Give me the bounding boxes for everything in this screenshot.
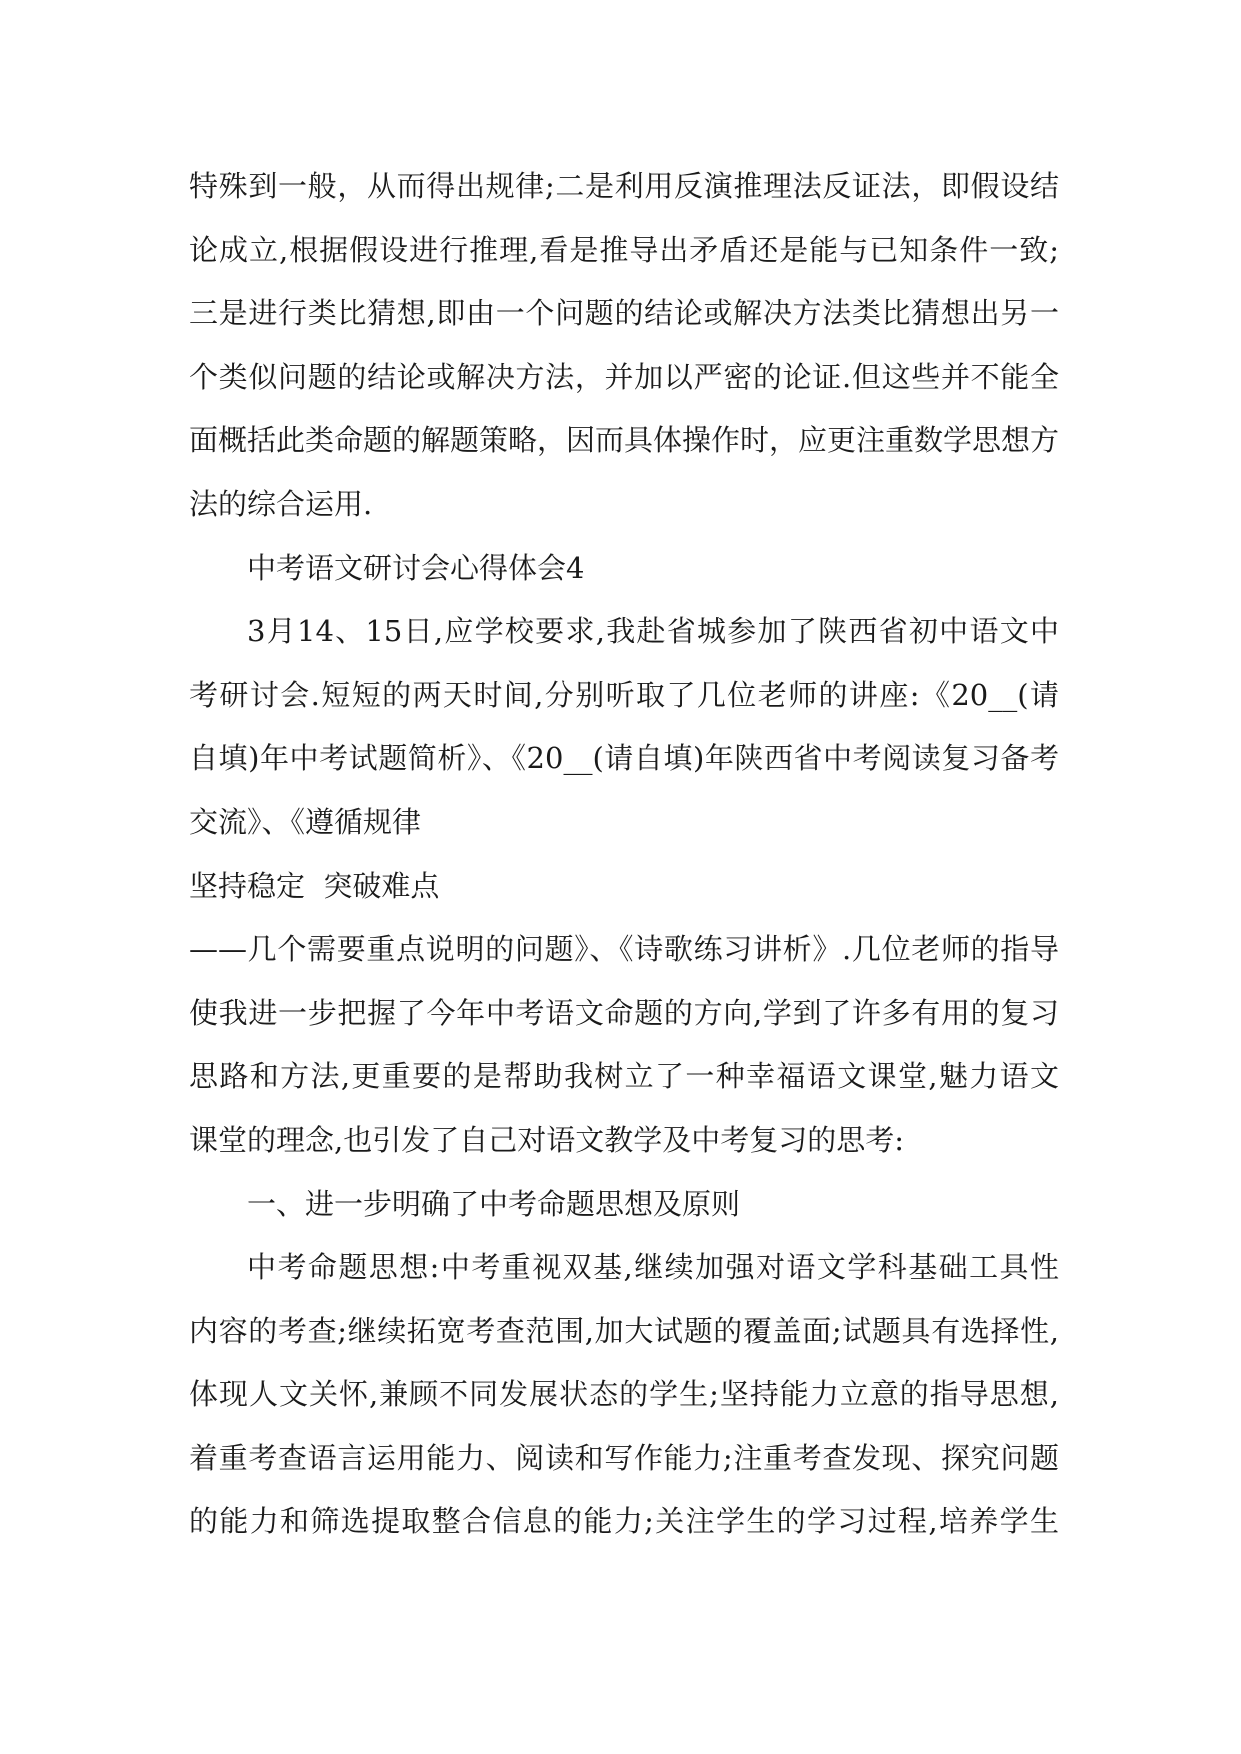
text-line: 中考命题思想:中考重视双基,继续加强对语文学科基础工具性 — [247, 1250, 1059, 1285]
text-line: 论成立,根据假设进行推理,看是推导出矛盾还是能与已知条件一致; — [189, 232, 1059, 267]
text-line: 考研讨会.短短的两天时间,分别听取了几位老师的讲座:《20__(请 — [189, 677, 1059, 712]
text-line: 内容的考查;继续拓宽考查范围,加大试题的覆盖面;试题具有选择性, — [189, 1313, 1059, 1348]
section-heading: 中考语文研讨会心得体会4 — [247, 550, 585, 585]
text-line: 法的综合运用. — [189, 486, 373, 521]
text-line: 坚持稳定 突破难点 — [189, 868, 440, 903]
text-line: 特殊到一般，从而得出规律;二是利用反演推理法反证法，即假设结 — [189, 169, 1059, 203]
text-line: 3月14、15日,应学校要求,我赴省城参加了陕西省初中语文中 — [247, 614, 1059, 649]
text-line: 使我进一步把握了今年中考语文命题的方向,学到了许多有用的复习 — [189, 995, 1059, 1030]
text-line: 自填)年中考试题简析》、《20__(请自填)年陕西省中考阅读复习备考 — [189, 741, 1059, 776]
text-line: 面概括此类命题的解题策略，因而具体操作时，应更注重数学思想方 — [189, 423, 1060, 458]
text-line: 交流》、《遵循规律 — [189, 804, 422, 839]
text-line: 三是进行类比猜想,即由一个问题的结论或解决方法类比猜想出另一 — [189, 296, 1059, 331]
text-line: 体现人文关怀,兼顾不同发展状态的学生;坚持能力立意的指导思想, — [189, 1377, 1059, 1412]
text-line: ——几个需要重点说明的问题》、《诗歌练习讲析》.几位老师的指导 — [189, 932, 1059, 967]
text-line: 思路和方法,更重要的是帮助我树立了一种幸福语文课堂,魅力语文 — [189, 1059, 1059, 1094]
subsection-heading: 一、进一步明确了中考命题思想及原则 — [247, 1186, 741, 1221]
text-line: 着重考查语言运用能力、阅读和写作能力;注重考查发现、探究问题 — [189, 1440, 1059, 1475]
text-line: 的能力和筛选提取整合信息的能力;关注学生的学习过程,培养学生 — [189, 1504, 1059, 1539]
text-line: 课堂的理念,也引发了自己对语文教学及中考复习的思考: — [189, 1122, 904, 1157]
document-body — [189, 155, 1059, 1554]
text-line: 个类似问题的结论或解决方法，并加以严密的论证.但这些并不能全 — [189, 359, 1059, 394]
